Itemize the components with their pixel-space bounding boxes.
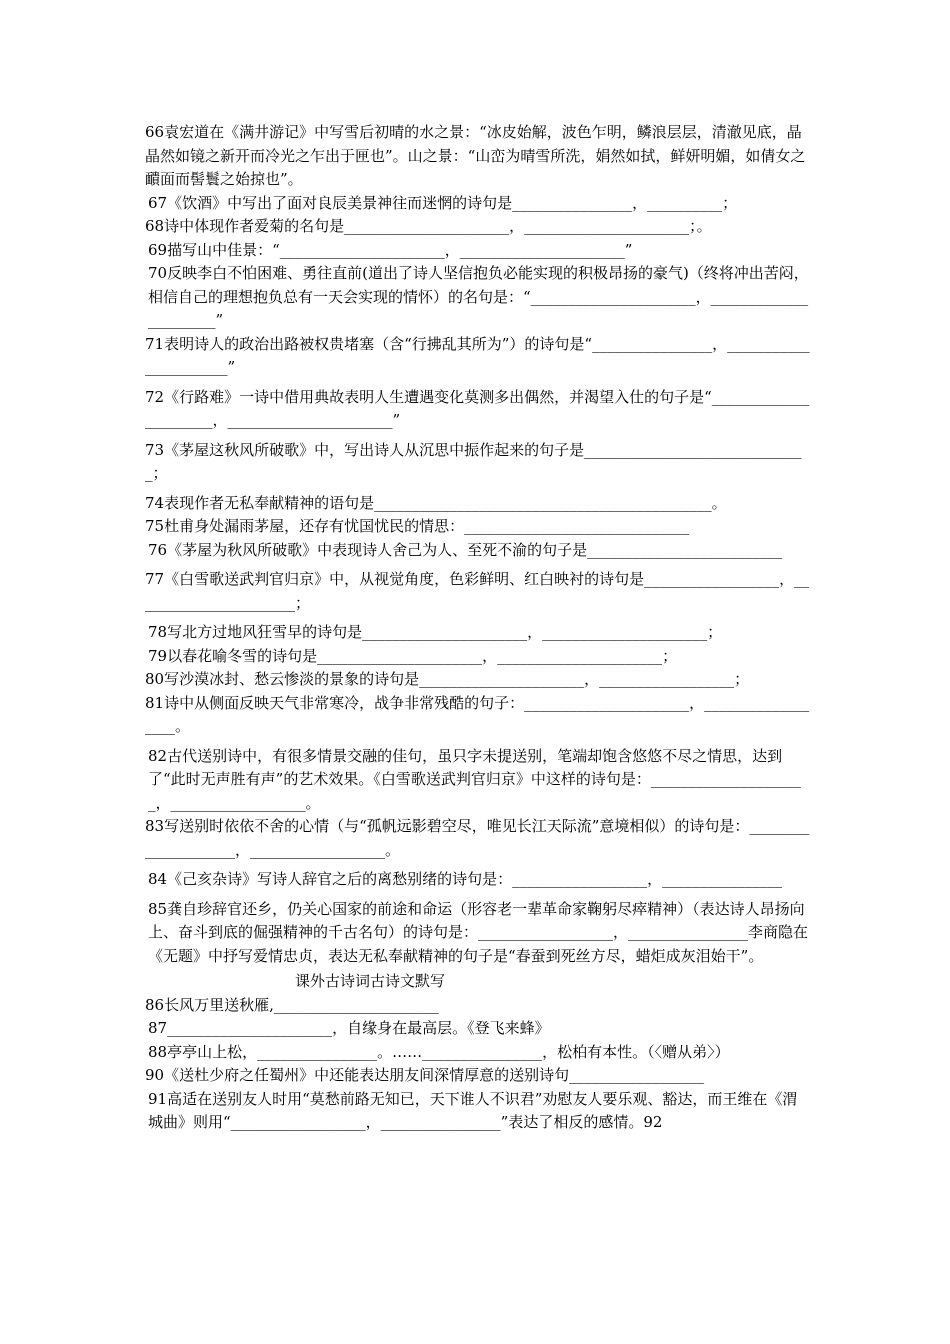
paragraph-85: 85龚自珍辞官还乡，仍关心国家的前途和命运（形容老一辈革命家鞠躬尽瘁精神）（表达诗人昂扬向上、奋斗到底的倔强精神的千古名句）的诗句是：__________________，________________李商隐在《无题》中抒写爱情忠贞，表达无私奉献精神的句子是“春蚕到死丝方尽，蜡炬成灰泪始干”。 — [148, 899, 809, 965]
paragraph-80: 80写沙漠冰封、愁云惨淡的景象的诗句是______________________，__________________； — [145, 670, 750, 688]
paragraph-70: 70反映李白不怕困难、勇往直前(道出了诗人坚信抱负必能实现的积极昂扬的豪气)（终将冲出苦闷，相信自己的理想抱负总有一天会实现的情怀）的名句是：“______________________，______________________” — [148, 264, 809, 329]
paragraph-67: 67《饮酒》中写出了面对良辰美景神往而迷惘的诗句是________________，__________； — [148, 193, 738, 212]
paragraph-81: 81诗中从侧面反映天气非常寒冷，战争非常残酷的句子：______________________，__________________。 — [145, 693, 810, 735]
paragraph-68: 68诗中体现作者爱菊的名句是______________________，______________________；。 — [145, 217, 712, 235]
paragraph-75: 75杜甫身处漏雨茅屋，还存有忧国忧民的情思：______________________________ — [145, 517, 690, 535]
paragraph-78: 78写北方过地风狂雪早的诗句是______________________，______________________； — [148, 623, 723, 641]
paragraph-82: 82古代送别诗中，有很多情景交融的佳句，虽只字未提送别，笔端却饱含悠悠不尽之情思，达到了“此时无声胜有声”的艺术效果。《白雪歌送武判官归京》中这样的诗句是：_____________________，__________________。 — [148, 746, 801, 812]
paragraph-69: 69描写山中佳景：“______________________，______________________” — [148, 240, 633, 259]
paragraph-74: 74表现作者无私奉献精神的语句是_____________________________________________。 — [145, 493, 727, 512]
paragraph-79: 79以春花喻冬雪的诗句是______________________，______________________； — [148, 646, 678, 665]
paragraph-87: 87______________________，自缘身在最高层。《登飞来蜂》 — [148, 1019, 550, 1037]
document-body — [145, 121, 810, 1135]
paragraph-91: 91高适在送别友人时用“莫愁前路无知已，天下谁人不识君”劝慰友人要乐观、豁达，而王维在《渭城曲》则用“__________________，________________”表达了相反的感情。92 — [148, 1089, 798, 1131]
section-title: 课外古诗词古诗文默写 — [295, 972, 446, 990]
paragraph-73: 73《茅屋这秋风所破歌》中，写出诗人从沉思中振作起来的句子是______________________________； — [145, 440, 802, 482]
paragraph-83: 83写送别时依依不舍的心情（与“孤帆远影碧空尽，唯见长江天际流”意境相似）的诗句是：____________________，__________________。 — [145, 817, 810, 859]
paragraph-76: 76《茅屋为秋风所破歌》中表现诗人舍己为人、至死不渝的句子是__________________________ — [148, 540, 783, 559]
paragraph-88: 88亭亭山上松，________________。……________________，松柏有本性。（〈赠从弟〉） — [148, 1042, 730, 1061]
paragraph-86: 86长风万里送秋雁,______________________ — [145, 995, 439, 1014]
paragraph-90: 90《送杜少府之任蜀州》中还能表达朋友间深情厚意的送别诗句__________________ — [145, 1066, 705, 1084]
paragraph-77: 77《白雪歌送武判官归京》中，从视觉角度，色彩鲜明、红白映衬的诗句是__________________，______________________； — [145, 570, 810, 612]
paragraph-84: 84《己亥杂诗》写诗人辞官之后的离愁别绪的诗句是：__________________，________________ — [148, 870, 783, 888]
paragraph-66: 66袁宏道在《满井游记》中写雪后初晴的水之景：“冰皮始解，波色乍明，鳞浪层层，清澈见底，晶晶然如镜之新开而冷光之乍出于匣也”。山之景：“山峦为晴雪所洗，娟然如拭，鲜妍明媚，如倩女之靧面而髻鬟之始掠也”。 — [145, 123, 806, 188]
paragraph-71: 71表明诗人的政治出路被权贵堵塞（含“行拂乱其所为”）的诗句是“________________，______________________” — [145, 334, 810, 376]
paragraph-72: 72《行路难》一诗中借用典故表明人生遭遇变化莫测多出偶然，并渴望入仕的句子是“______________________，______________________” — [145, 387, 810, 429]
